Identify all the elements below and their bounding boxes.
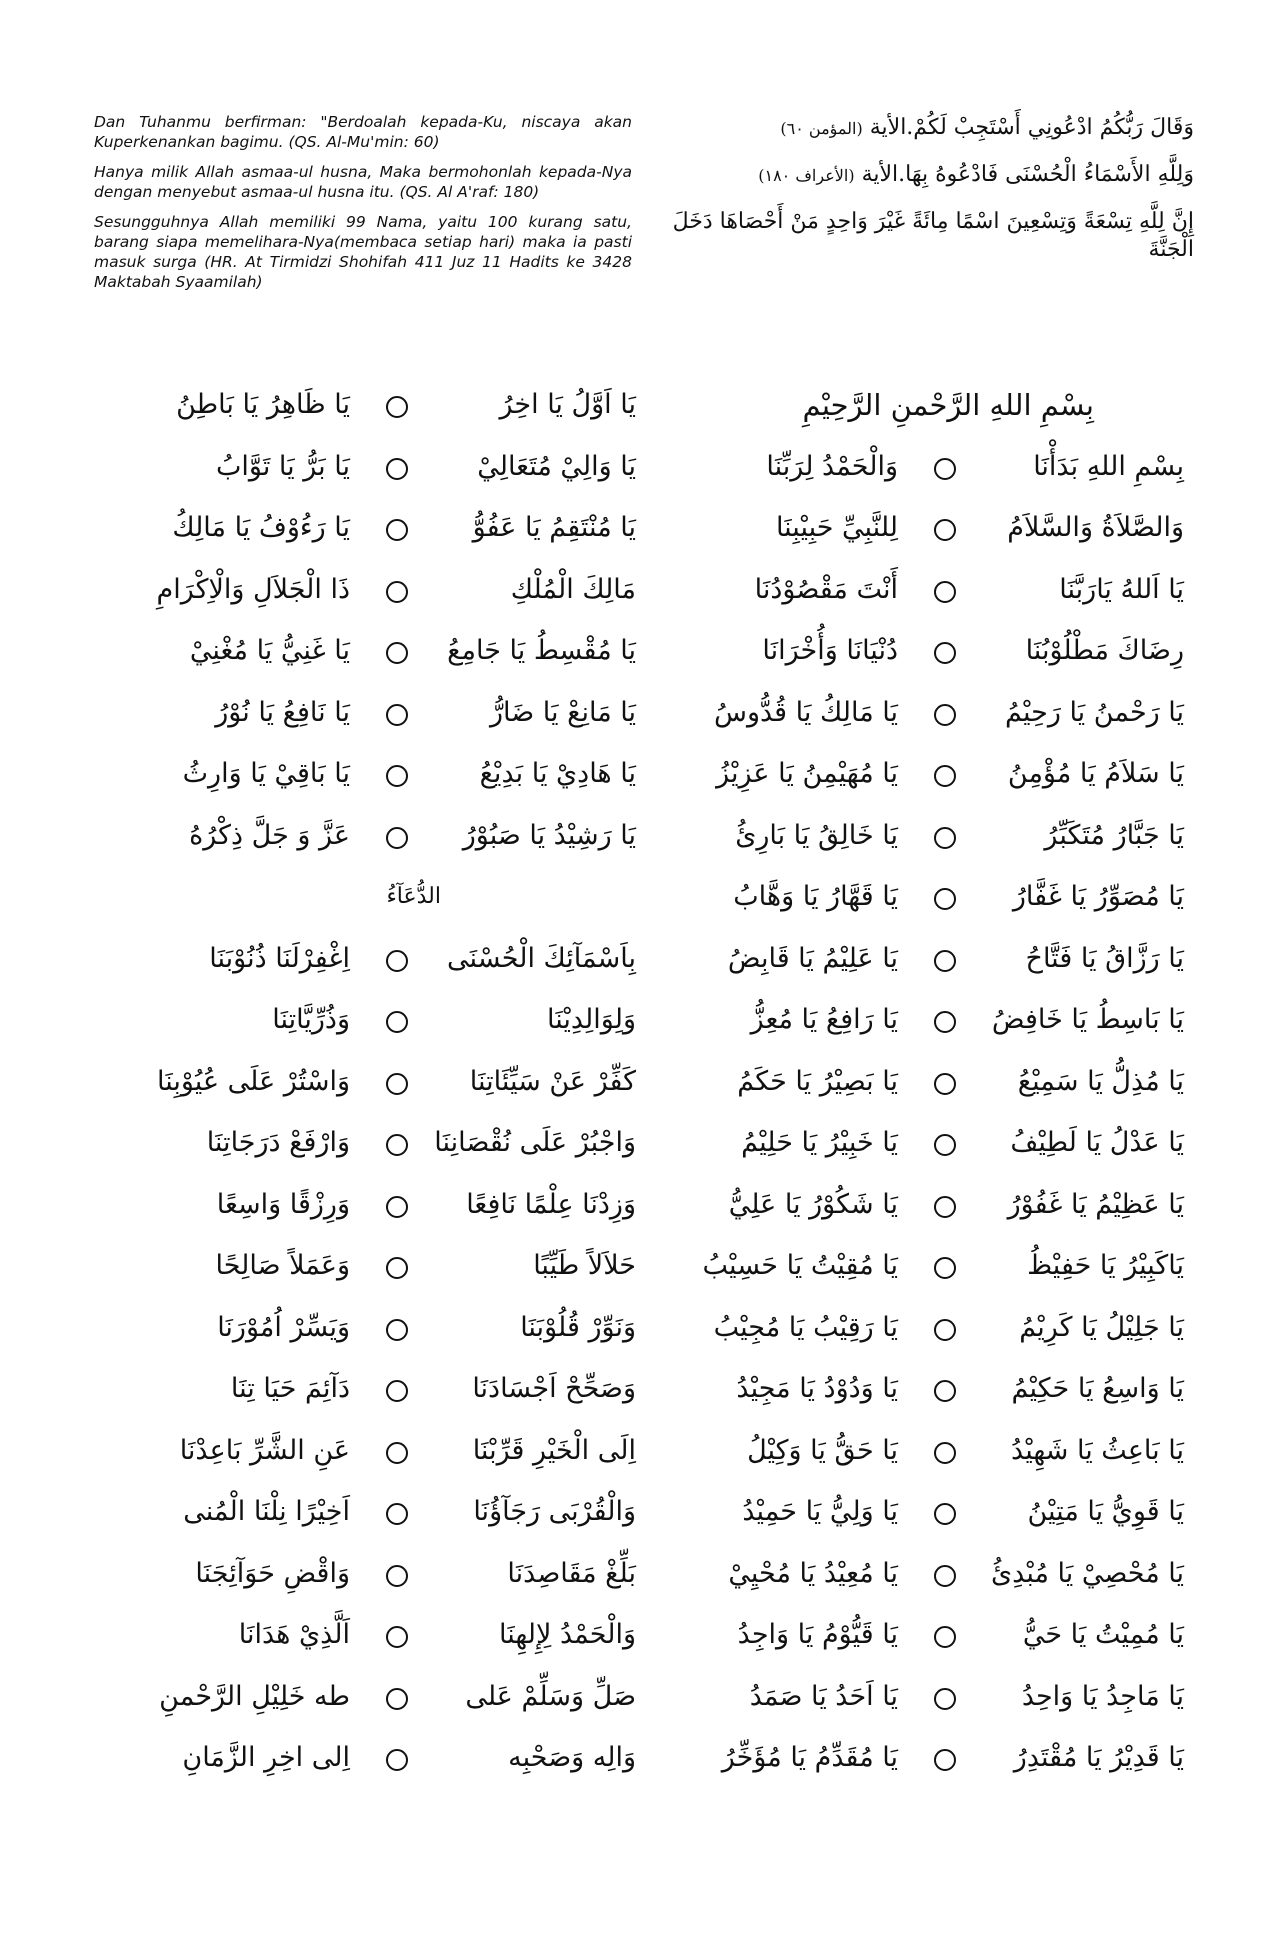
circle-icon xyxy=(934,581,956,603)
phrase-first: يَا عَظِيْمُ يَا غَفُوْرُ xyxy=(1007,1188,1184,1220)
verse-row xyxy=(644,1116,1184,1178)
phrase-second: يَا شَكُوْرُ يَا عَلِيُّ xyxy=(728,1188,898,1220)
phrase-second: وَالْحَمْدُ لِرَبِّنَا xyxy=(766,450,898,482)
circle-icon xyxy=(386,642,408,664)
basmala-row xyxy=(644,378,1184,440)
phrase-first: كَفِّرْ عَنْ سَيِّئَاتِنَا xyxy=(469,1065,636,1097)
phrase-second: يَا رَافِعُ يَا مُعِزُّ xyxy=(750,1004,898,1035)
circle-icon xyxy=(934,1073,956,1095)
phrase-second: وَعَمَلاً صَالِحًا xyxy=(215,1250,350,1281)
verse-row xyxy=(96,563,636,625)
circle-icon xyxy=(386,765,408,787)
verse-row xyxy=(644,993,1184,1055)
verse-row xyxy=(96,1670,636,1732)
phrase-first: يَا اَللهُ يَارَبَّنَا xyxy=(1059,573,1184,605)
verse-row xyxy=(644,747,1184,809)
verse-ref: (الأعراف ١٨٠) xyxy=(758,166,855,185)
phrase-second: اِغْفِرْلَنَا ذُنُوْبَنَا xyxy=(209,942,350,974)
phrase-first: يَا بَاعِثُ يَا شَهِيْدُ xyxy=(1011,1434,1184,1466)
phrase-first: بِسْمِ اللهِ بَدَأْنَا xyxy=(1033,450,1184,482)
verse-row xyxy=(96,932,636,994)
circle-icon xyxy=(386,704,408,726)
circle-icon xyxy=(934,642,956,664)
circle-icon xyxy=(934,950,956,972)
verse-row xyxy=(96,993,636,1055)
phrase-second: يَا اَحَدُ يَا صَمَدُ xyxy=(749,1680,898,1712)
phrase-first: يَا عَدْلُ يَا لَطِيْفُ xyxy=(1010,1127,1184,1158)
circle-icon xyxy=(386,1565,408,1587)
verse-row xyxy=(644,563,1184,625)
phrase-first: وَزِدْنَا عِلْمًا نَافِعًا xyxy=(466,1188,636,1220)
verse-row xyxy=(96,1485,636,1547)
circle-icon xyxy=(934,458,956,480)
phrase-first: يَا بَاسِطُ يَا خَافِضُ xyxy=(991,1004,1184,1035)
verse-row xyxy=(96,1116,636,1178)
circle-icon xyxy=(934,827,956,849)
phrase-second: يَا مُقَدِّمُ يَا مُؤَخِّرُ xyxy=(721,1742,898,1773)
verse-row xyxy=(644,1178,1184,1240)
circle-icon xyxy=(386,1134,408,1156)
verse-row xyxy=(96,1608,636,1670)
phrase-first: يَا مُصَوِّرُ يَا غَفَّارُ xyxy=(1012,881,1184,912)
phrase-first: يَا مُقْسِطُ يَا جَامِعُ xyxy=(447,635,636,666)
verse-row xyxy=(644,686,1184,748)
verse-row xyxy=(644,1362,1184,1424)
verse-row xyxy=(96,809,636,871)
phrase-second: يَا بَرُّ يَا تَوَّابُ xyxy=(215,450,350,482)
verse-text: إِنَّ لِلَّهِ تِسْعَةً وَتِسْعِينَ اسْمًا مِائَةً غَيْرَ وَاحِدٍ مَنْ أَحْصَاهَا دَخَلَ الْجَنَّةَ xyxy=(672,209,1194,262)
arabic-hadith xyxy=(642,208,1194,264)
verse-row xyxy=(644,1731,1184,1793)
header-arabic xyxy=(642,114,1194,282)
circle-icon xyxy=(386,1442,408,1464)
circle-icon xyxy=(934,1749,956,1771)
phrase-first: يَا قَوِيُّ يَا مَتِيْنُ xyxy=(1027,1496,1184,1527)
circle-icon xyxy=(934,1319,956,1341)
phrase-second: أَنْتَ مَقْصُوْدُنَا xyxy=(754,573,898,605)
phrase-second: وَاقْضِ حَوَآئِجَنَا xyxy=(195,1557,350,1589)
verse-row xyxy=(96,686,636,748)
phrase-second: عَنِ الشَّرِّ بَاعِدْنَا xyxy=(179,1434,350,1466)
verse-row xyxy=(644,870,1184,932)
phrase-first: يَا رَشِيْدُ يَا صَبُوْرُ xyxy=(462,819,636,851)
phrase-first: يَا مَاجِدُ يَا وَاحِدُ xyxy=(1021,1680,1184,1712)
circle-icon xyxy=(934,1380,956,1402)
verse-row xyxy=(96,1055,636,1117)
phrase-second: وَذُرِّيَّاتِنَا xyxy=(272,1004,350,1035)
phrase-second: يَا بَصِيْرُ يَا حَكَمُ xyxy=(737,1065,898,1097)
circle-icon xyxy=(386,827,408,849)
phrase-first: وَالِه وَصَحْبِه xyxy=(508,1742,636,1773)
phrase-second: يَا خَبِيْرُ يَا حَلِيْمُ xyxy=(741,1127,898,1158)
circle-icon xyxy=(934,704,956,726)
phrase-first: حَلاَلاً طَيِّبًا xyxy=(533,1250,636,1281)
circle-icon xyxy=(934,1134,956,1156)
circle-icon xyxy=(934,1011,956,1033)
verse-row xyxy=(96,1178,636,1240)
circle-icon xyxy=(934,1442,956,1464)
circle-icon xyxy=(934,1503,956,1525)
phrase-first: مَالِكَ الْمُلْكِ xyxy=(510,573,636,605)
translation-3: Sesungguhnya Allah memiliki 99 Nama, yaitu 100 kurang satu, barang siapa memelihara-Nya(membaca setiap hari) maka ia pasti masuk surga (HR. At Tirmidzi Shohifah 411 Juz 11 Hadits ke 3428 Maktabah Syaamilah) xyxy=(94,213,632,291)
verse-row xyxy=(96,501,636,563)
phrase-second: وَرِزْقًا وَاسِعًا xyxy=(216,1188,350,1220)
circle-icon xyxy=(386,581,408,603)
verse-text: وَلِلَّهِ الأَسْمَاءُ الْحُسْنَى فَادْعُوهُ بِهَا.الأية xyxy=(861,162,1194,187)
phrase-second: وَارْفَعْ دَرَجَاتِنَا xyxy=(206,1127,350,1158)
circle-icon xyxy=(934,1626,956,1648)
circle-icon xyxy=(934,1196,956,1218)
verse-ref: (المؤمن ٦٠) xyxy=(780,119,863,138)
verse-text: وَقَالَ رَبُّكُمُ ادْعُونِي أَسْتَجِبْ لَكُمْ.الأية xyxy=(869,115,1194,140)
circle-icon xyxy=(386,1688,408,1710)
phrase-second: اَخِيْرًا نِلْنَا الْمُنى xyxy=(183,1496,350,1527)
phrase-first: بَلِّغْ مَقَاصِدَنَا xyxy=(507,1557,636,1589)
circle-icon xyxy=(386,1011,408,1033)
phrase-second: يَا رَقِيْبُ يَا مُجِيْبُ xyxy=(713,1311,898,1343)
verse-row xyxy=(96,1424,636,1486)
phrase-second: يَا غَنِيُّ يَا مُغْنِيْ xyxy=(189,635,350,666)
phrase-second: يَا خَالِقُ يَا بَارِئُ xyxy=(735,819,898,851)
phrase-first: يَا مُذِلُّ يَا سَمِيْعُ xyxy=(1017,1065,1184,1097)
phrase-first: وَالْحَمْدُ لِإِلهِنَا xyxy=(498,1619,636,1650)
phrase-first: يَا رَحْمنُ يَا رَحِيْمُ xyxy=(1005,696,1184,728)
phrase-second: يَا عَلِيْمُ يَا قَابِضُ xyxy=(727,942,898,974)
phrase-second: يَا ظَاهِرُ يَا بَاطِنُ xyxy=(176,389,350,420)
translation-2: Hanya milik Allah asmaa-ul husna, Maka bermohonlah kepada-Nya dengan menyebut asmaa-ul husna itu. (QS. Al A'raf: 180) xyxy=(94,163,632,201)
phrase-second: اِلى اخِرِ الزَّمَانِ xyxy=(182,1742,350,1773)
verse-row xyxy=(644,1670,1184,1732)
phrase-first: وَصَحِّحْ اَجْسَادَنَا xyxy=(472,1373,636,1404)
circle-icon xyxy=(386,950,408,972)
doa-heading: الدُّعَآءُ xyxy=(386,884,441,909)
phrase-first: يَا قَدِيْرُ يَا مُقْتَدِرُ xyxy=(1013,1742,1184,1773)
phrase-first: يَا وَالِيْ مُتَعَالِيْ xyxy=(477,450,636,482)
arabic-verse-1 xyxy=(642,114,1194,143)
phrase-first: رِضَاكَ مَطْلُوْبُنَا xyxy=(1025,635,1184,666)
circle-icon xyxy=(934,519,956,541)
verse-row xyxy=(96,440,636,502)
phrase-second: يَا وَدُوْدُ يَا مَجِيْدُ xyxy=(736,1373,898,1404)
circle-icon xyxy=(934,1565,956,1587)
verse-row xyxy=(96,378,636,440)
verse-row xyxy=(96,1362,636,1424)
phrase-second: يَا مُهَيْمِنُ يَا عَزِيْزُ xyxy=(716,758,898,789)
phrase-second: دَآئِمَ حَيَا تِنَا xyxy=(230,1373,350,1404)
phrase-second: اَلَّذِيْ هَدَانَا xyxy=(238,1619,350,1650)
phrase-first: يَا هَادِيْ يَا بَدِيْعُ xyxy=(479,758,636,789)
verse-row xyxy=(644,1424,1184,1486)
arabic-verse-2 xyxy=(642,161,1194,190)
verse-row xyxy=(644,1608,1184,1670)
phrase-second: يَا قَيُّوْمُ يَا وَاجِدُ xyxy=(737,1619,898,1650)
phrase-first: وَالصَّلاَةُ وَالسَّلاَمُ xyxy=(1007,512,1184,543)
verse-row xyxy=(644,1485,1184,1547)
phrase-first: بِاَسْمَآئِكَ الْحُسْنَى xyxy=(447,942,636,974)
phrase-second: يَا رَءُوْفُ يَا مَالِكُ xyxy=(172,512,350,543)
phrase-first: وَاجْبُرْ عَلَى نُقْصَانِنَا xyxy=(434,1127,636,1158)
basmala-heading: بِسْمِ اللهِ الرَّحْمنِ الرَّحِيْمِ xyxy=(802,388,1094,422)
translation-1: Dan Tuhanmu berfirman: "Berdoalah kepada-Ku, niscaya akan Kuperkenankan bagimu. (QS. Al-Mu'min: 60) xyxy=(94,113,632,151)
phrase-first: يَا سَلاَمُ يَا مُؤْمِنُ xyxy=(1007,758,1184,789)
verse-row xyxy=(644,440,1184,502)
verse-row xyxy=(644,501,1184,563)
phrase-first: وَلِوَالِدِيْنَا xyxy=(546,1004,636,1035)
asmaul-husna-column xyxy=(644,378,1184,1793)
circle-icon xyxy=(386,1319,408,1341)
phrase-first: يَا مُمِيْتُ يَا حَيُّ xyxy=(1022,1619,1184,1650)
circle-icon xyxy=(934,765,956,787)
circle-icon xyxy=(386,1503,408,1525)
phrase-first: يَاكَبِيْرُ يَا حَفِيْظُ xyxy=(1027,1250,1184,1281)
circle-icon xyxy=(386,1380,408,1402)
phrase-first: يَا اَوَّلُ يَا اخِرُ xyxy=(499,389,636,420)
phrase-first: يَا جَلِيْلُ يَا كَرِيْمُ xyxy=(1019,1311,1184,1343)
phrase-first: يَا مُحْصِيْ يَا مُبْدِئُ xyxy=(991,1557,1184,1589)
circle-icon xyxy=(386,1257,408,1279)
circle-icon xyxy=(934,1688,956,1710)
verse-row xyxy=(96,1731,636,1793)
phrase-second: يَا وَلِيُّ يَا حَمِيْدُ xyxy=(742,1496,898,1527)
verse-row xyxy=(96,1547,636,1609)
phrase-second: يَا حَقُّ يَا وَكِيْلُ xyxy=(747,1434,898,1466)
phrase-second: وَيَسِّرْ اُمُوْرَنَا xyxy=(217,1311,350,1343)
phrase-second: يَا مَالِكُ يَا قُدُّوسُ xyxy=(714,696,898,728)
phrase-first: وَنَوِّرْ قُلُوْبَنَا xyxy=(520,1311,636,1343)
circle-icon xyxy=(934,888,956,910)
phrase-second: ذَا الْجَلاَلِ وَالْاِكْرَامِ xyxy=(156,573,350,605)
circle-icon xyxy=(386,1626,408,1648)
phrase-first: يَا مُنْتَقِمُ يَا عَفُوُّ xyxy=(472,512,636,543)
doa-heading-row xyxy=(96,870,636,932)
phrase-second: يَا مُقِيْتُ يَا حَسِيْبُ xyxy=(702,1250,898,1281)
phrase-second: يَا مُعِيْدُ يَا مُحْيِيْ xyxy=(728,1557,898,1589)
phrase-second: وَاسْتُرْ عَلَى عُيُوْبِنَا xyxy=(156,1065,350,1097)
phrase-first: يَا جَبَّارُ مُتَكَبِّرُ xyxy=(1044,819,1184,851)
verse-row xyxy=(644,1239,1184,1301)
phrase-second: يَا نَافِعُ يَا نُوْرُ xyxy=(215,696,350,728)
circle-icon xyxy=(386,1073,408,1095)
circle-icon xyxy=(386,396,408,418)
verse-row xyxy=(644,932,1184,994)
verse-row xyxy=(96,1239,636,1301)
circle-icon xyxy=(386,1749,408,1771)
circle-icon xyxy=(386,519,408,541)
phrase-first: صَلِّ وَسَلِّمْ عَلى xyxy=(465,1680,636,1712)
phrase-first: يَا وَاسِعُ يَا حَكِيْمُ xyxy=(1011,1373,1184,1404)
phrase-second: لِلنَّبِيِّ حَبِيْبِنَا xyxy=(775,512,898,543)
verse-row xyxy=(644,1547,1184,1609)
phrase-first: يَا رَزَّاقُ يَا فَتَّاحُ xyxy=(1025,942,1184,974)
phrase-second: عَزَّ وَ جَلَّ ذِكْرُهُ xyxy=(189,819,350,851)
phrase-first: يَا مَانِعْ يَا ضَارُّ xyxy=(490,696,636,728)
circle-icon xyxy=(386,458,408,480)
phrase-first: وَالْقُرْبَى رَجَآؤُنَا xyxy=(473,1496,636,1527)
header-translation xyxy=(94,112,632,302)
phrase-second: يَا قَهَّارُ يَا وَهَّابُ xyxy=(733,881,898,912)
phrase-second: طه خَلِيْلِ الرَّحْمنِ xyxy=(159,1680,350,1712)
verse-row xyxy=(644,1055,1184,1117)
verse-row xyxy=(96,624,636,686)
verse-row xyxy=(644,624,1184,686)
doa-column xyxy=(96,378,636,1793)
verse-row xyxy=(96,747,636,809)
phrase-first: اِلَى الْخَيْرِ قَرِّبْنَا xyxy=(472,1434,636,1466)
phrase-second: دُنْيَانَا وَأُخْرَانَا xyxy=(762,635,898,666)
verse-row xyxy=(644,809,1184,871)
verse-row xyxy=(644,1301,1184,1363)
circle-icon xyxy=(386,1196,408,1218)
verse-row xyxy=(96,1301,636,1363)
header xyxy=(94,112,1194,342)
phrase-second: يَا بَاقِيْ يَا وَارِثُ xyxy=(182,758,350,789)
circle-icon xyxy=(934,1257,956,1279)
